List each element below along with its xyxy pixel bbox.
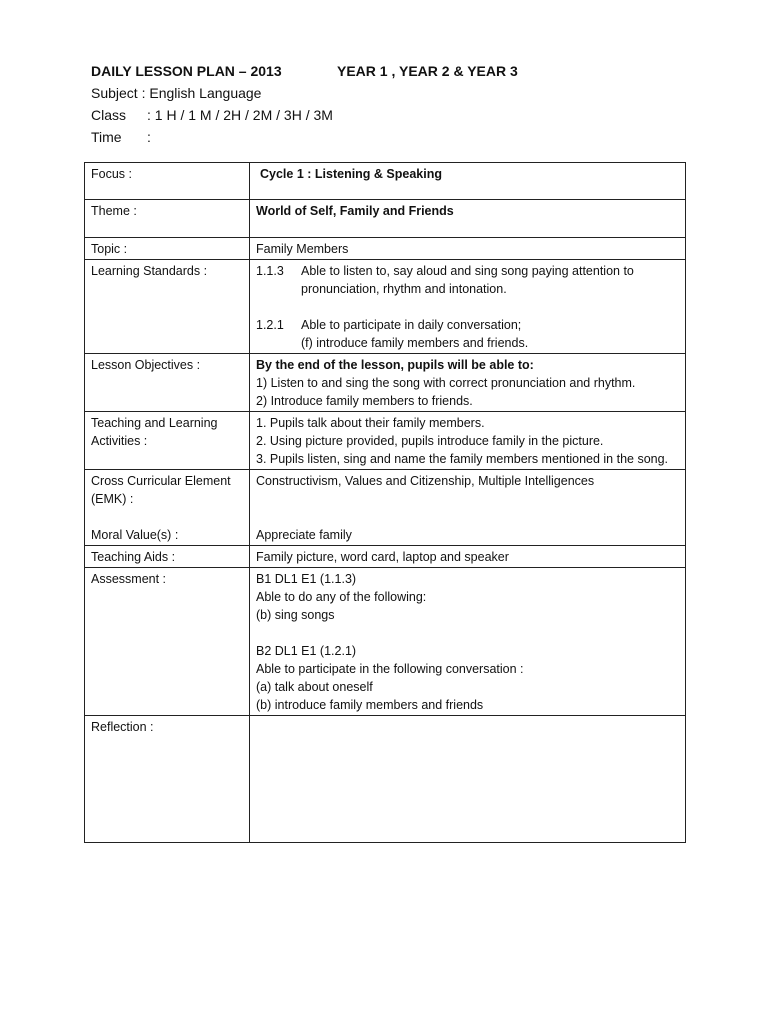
row-learning-standards bbox=[85, 260, 686, 354]
standard-2 bbox=[256, 316, 679, 334]
assessment-b1-desc: Able to do any of the following: bbox=[256, 590, 427, 604]
objective-1: 1) Listen to and sing the song with correct pronunciation and rhythm. bbox=[256, 376, 636, 390]
spacer bbox=[256, 624, 679, 642]
objectives-lead: By the end of the lesson, pupils will be able to: bbox=[256, 358, 534, 372]
row-lesson-objectives bbox=[85, 354, 686, 412]
class-label: Class bbox=[91, 107, 127, 123]
aids-label: Teaching Aids : bbox=[85, 546, 250, 568]
row-cross-curricular bbox=[85, 470, 686, 546]
cross-curricular-label: Cross Curricular Element (EMK) : bbox=[91, 474, 231, 506]
assessment-b2-a: (a) talk about oneself bbox=[256, 680, 373, 694]
activities-value bbox=[250, 412, 686, 470]
year-levels: YEAR 1 , YEAR 2 & YEAR 3 bbox=[337, 63, 518, 79]
reflection-value bbox=[250, 716, 686, 843]
document-header bbox=[91, 60, 518, 148]
activity-2: 2. Using picture provided, pupils introduce family in the picture. bbox=[256, 434, 604, 448]
activity-3: 3. Pupils listen, sing and name the family members mentioned in the song. bbox=[256, 452, 669, 466]
row-assessment bbox=[85, 568, 686, 716]
objectives-value bbox=[250, 354, 686, 412]
theme-label: Theme : bbox=[85, 200, 250, 238]
row-theme bbox=[85, 200, 686, 238]
assessment-b1-item: (b) sing songs bbox=[256, 608, 335, 622]
cross-curricular-value: Constructivism, Values and Citizenship, Multiple Intelligences bbox=[256, 474, 595, 488]
theme-value: World of Self, Family and Friends bbox=[250, 200, 686, 238]
row-activities bbox=[85, 412, 686, 470]
row-reflection bbox=[85, 716, 686, 843]
focus-label: Focus : bbox=[85, 163, 250, 200]
assessment-b1: B1 DL1 E1 (1.1.3) bbox=[256, 572, 357, 586]
moral-value: Appreciate family bbox=[256, 528, 352, 542]
assessment-label: Assessment : bbox=[85, 568, 250, 716]
activities-label: Teaching and Learning Activities : bbox=[85, 412, 250, 470]
lesson-plan-table bbox=[84, 162, 686, 843]
spacer bbox=[91, 508, 243, 526]
time-line bbox=[91, 126, 333, 148]
title-line bbox=[91, 60, 518, 82]
spacer bbox=[256, 298, 679, 316]
assessment-b2-b: (b) introduce family members and friends bbox=[256, 698, 484, 712]
row-topic bbox=[85, 238, 686, 260]
standard-1-continuation: pronunciation, rhythm and intonation. bbox=[301, 282, 507, 296]
reflection-label: Reflection : bbox=[85, 716, 250, 843]
standards-value bbox=[250, 260, 686, 354]
topic-value: Family Members bbox=[250, 238, 686, 260]
topic-label: Topic : bbox=[85, 238, 250, 260]
cross-curricular-cell bbox=[85, 470, 250, 546]
aids-value: Family picture, word card, laptop and speaker bbox=[250, 546, 686, 568]
cross-curricular-value-cell bbox=[250, 470, 686, 546]
standard-2-number: 1.2.1 bbox=[256, 318, 284, 332]
time-label: Time bbox=[91, 129, 122, 145]
row-teaching-aids bbox=[85, 546, 686, 568]
objectives-label: Lesson Objectives : bbox=[85, 354, 250, 412]
standards-label: Learning Standards : bbox=[85, 260, 250, 354]
standard-1-text: Able to listen to, say aloud and sing song paying attention to bbox=[301, 264, 634, 278]
standard-1-number: 1.1.3 bbox=[256, 264, 284, 278]
standard-1 bbox=[256, 262, 679, 280]
focus-value: Cycle 1 : Listening & Speaking bbox=[250, 163, 686, 200]
objective-2: 2) Introduce family members to friends. bbox=[256, 394, 473, 408]
spacer bbox=[256, 508, 679, 526]
assessment-b2: B2 DL1 E1 (1.2.1) bbox=[256, 644, 357, 658]
assessment-value bbox=[250, 568, 686, 716]
assessment-b2-desc: Able to participate in the following conversation : bbox=[256, 662, 524, 676]
class-value: : 1 H / 1 M / 2H / 2M / 3H / 3M bbox=[147, 107, 333, 123]
time-value: : bbox=[147, 129, 151, 145]
row-focus bbox=[85, 163, 686, 200]
subject-line: Subject : English Language bbox=[91, 85, 262, 101]
lesson-plan-title: DAILY LESSON PLAN – 2013 bbox=[91, 63, 282, 79]
class-line bbox=[91, 104, 333, 126]
standard-2-text: Able to participate in daily conversation; bbox=[301, 318, 522, 332]
activity-1: 1. Pupils talk about their family members. bbox=[256, 416, 485, 430]
moral-value-label: Moral Value(s) : bbox=[91, 528, 179, 542]
spacer bbox=[256, 490, 679, 508]
standard-2-continuation: (f) introduce family members and friends. bbox=[301, 336, 529, 350]
